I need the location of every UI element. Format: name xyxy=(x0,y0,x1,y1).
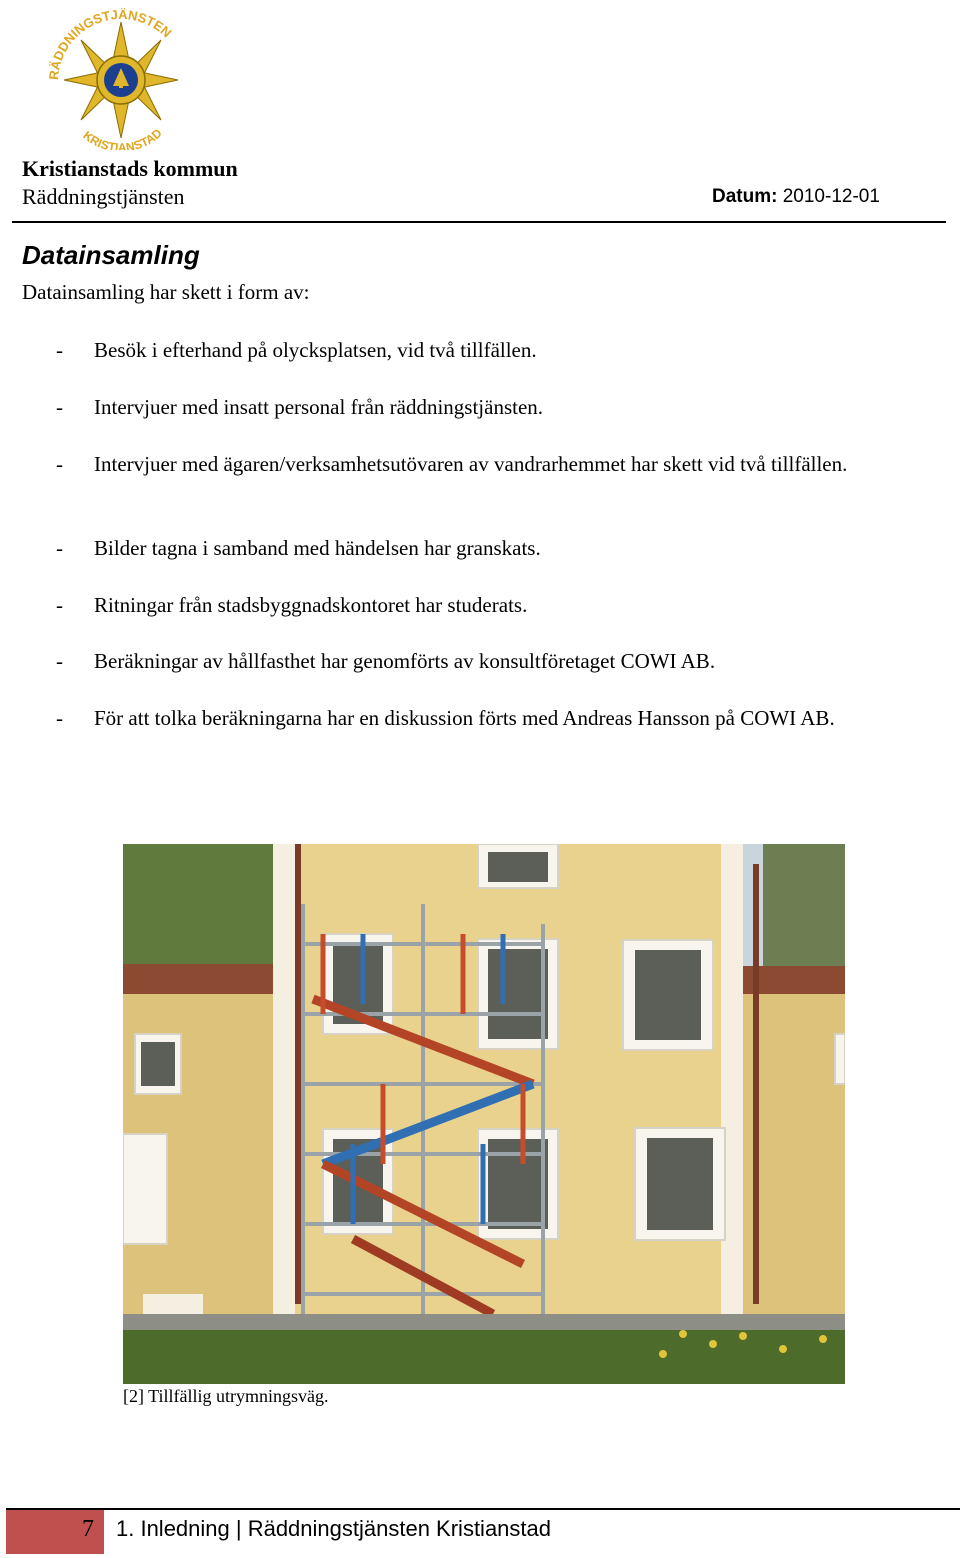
department-name: Räddningstjänsten xyxy=(22,184,185,209)
emblem-logo-icon xyxy=(36,0,206,150)
organization-name: Kristianstads kommun xyxy=(22,156,238,181)
list-item: - Intervjuer med ägaren/verksamhetsutövaren av vandrarhemmet har skett vid två tillfällen. xyxy=(56,452,848,476)
footer-divider xyxy=(6,1508,960,1510)
emblem-ring-text-bottom: KRISTIANSTAD xyxy=(80,125,165,150)
date-value: 2010-12-01 xyxy=(782,186,880,207)
list-item: - Intervjuer med insatt personal från räddningstjänsten. xyxy=(56,395,544,419)
list-item: - Bilder tagna i samband med händelsen har granskats. xyxy=(56,536,541,560)
footer-text: 1. Inledning | Räddningstjänsten Kristianstad xyxy=(116,1516,551,1541)
document-date xyxy=(712,186,880,208)
list-item: - För att tolka beräkningarna har en diskussion förts med Andreas Hansson på COWI AB. xyxy=(56,706,835,730)
list-item: - Beräkningar av hållfasthet har genomförts av konsultföretaget COWI AB. xyxy=(56,649,716,673)
date-label: Datum: xyxy=(712,186,778,207)
emblem-ring-text-top: RÄDDNINGSTJÄNSTEN xyxy=(45,6,175,81)
section-title: Datainsamling xyxy=(22,240,200,270)
building-scaffold-photo xyxy=(123,844,845,1384)
page-number: 7 xyxy=(82,1516,94,1542)
list-item: - Besök i efterhand på olycksplatsen, vid två tillfällen. xyxy=(56,338,537,362)
list-item: - Ritningar från stadsbyggnadskontoret har studerats. xyxy=(56,593,528,617)
header-divider xyxy=(12,221,946,223)
figure-caption: [2] Tillfällig utrymningsväg. xyxy=(123,1386,329,1406)
section-intro: Datainsamling har skett i form av: xyxy=(22,280,310,304)
